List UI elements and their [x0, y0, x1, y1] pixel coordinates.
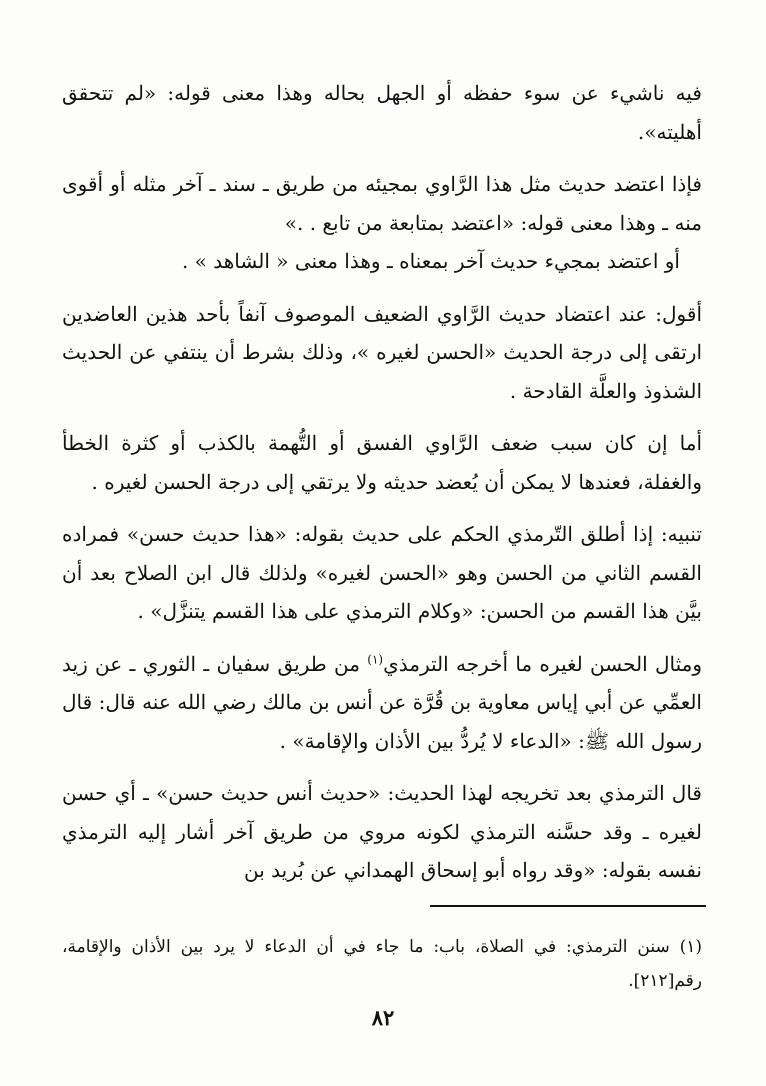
paragraph-text: ومثال الحسن لغيره ما أخرجه الترمذي: [383, 651, 703, 676]
footnote-separator: [430, 905, 706, 907]
footnote: (١) سنن الترمذي: في الصلاة، باب: ما جاء في أن الدعاء لا يرد بين الأذان والإقامة، رقم[٢١٢].: [62, 937, 702, 991]
paragraph: [62, 645, 702, 761]
paragraph: أما إن كان سبب ضعف الرَّاوي الفسق أو التُّهمة بالكذب أو كثرة الخطأ والغفلة، فعندها لا يمكن أن يُعضد حديثه ولا يرتقي إلى درجة الحسن لغيره .: [62, 431, 702, 494]
paragraph: تنبيه: إذا أطلق التّرمذي الحكم على حديث بقوله: «هذا حديث حسن» فمراده القسم الثاني من الحسن وهو «الحسن لغيره» ولذلك قال ابن الصلاح بعد أن بيَّن هذا القسم من الحسن: «وكلام الترمذي على هذا القسم يتنزَّل» .: [62, 522, 702, 623]
paragraph: فيه ناشيء عن سوء حفظه أو الجهل بحاله وهذا معنى قوله: «لم تتحقق أهليته».: [62, 81, 702, 144]
paragraph-text: عن زيد العمِّي عن أبي إياس معاوية بن قُرَّة عن أنس بن مالك رضي الله عنه قال: قال رسول الله ﷺ: «الدعاء لا يُردُّ بين الأذان والإقامة» .: [62, 651, 702, 753]
page-number: ٨٢: [371, 1005, 395, 1030]
footnote-reference: (١): [367, 651, 384, 666]
paragraph: قال الترمذي بعد تخريجه لهذا الحديث: «حديث أنس حديث حسن» ـ أي حسن لغيره ـ وقد حسَّنه الترمذي لكونه مروي من طريق آخر أشار إليه الترمذي نفسه بقوله: «وقد رواه أبو إسحاق الهمداني عن بُريد بن: [62, 781, 702, 882]
footnotes: [62, 930, 702, 998]
paragraph: فإذا اعتضد حديث مثل هذا الرَّاوي بمجيئه من طريق ـ سند ـ آخر مثله أو أقوى منه ـ وهذا معنى قوله: «اعتضد بمتابعة من تابع . .»: [62, 172, 702, 235]
paragraph: أو اعتضد بمجيء حديث آخر بمعناه ـ وهذا معنى « الشاهد » .: [181, 249, 680, 273]
paragraph-text: من طريق سفيان ـ الثوري ـ: [129, 651, 368, 676]
paragraph: أقول: عند اعتضاد حديث الرَّاوي الضعيف الموصوف آنفاً بأحد هذين العاضدين ارتقى إلى درجة الحديث «الحسن لغيره »، وذلك بشرط أن ينتفي عن الحديث الشذوذ والعلَّة القادحة .: [62, 301, 702, 403]
main-text: [62, 74, 702, 890]
